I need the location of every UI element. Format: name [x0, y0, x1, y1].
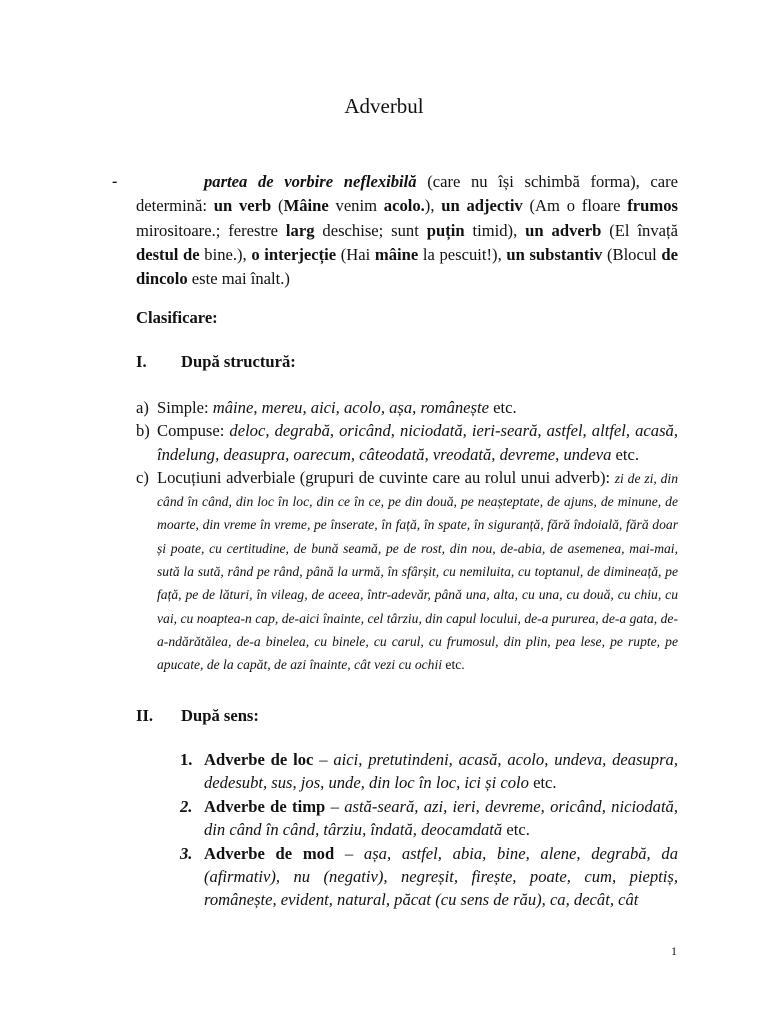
structure-list [136, 396, 678, 677]
meaning-list [180, 748, 678, 912]
list-item: 2. Adverbe de timp – astă-seară, azi, ieri, devreme, oricând, niciodată, din când în când, târziu, îndată, deocamdată etc. [180, 796, 678, 840]
locutiuni-examples: zi de zi, din când în când, din loc în loc, din ce în ce, pe din două, pe neașteptate, de ajuns, de minune, de moarte, din vreme în vreme, pe înserate, în față, în spate, în siguranță, fără îndoială, fără doar și poate, cu certitudine, de bună seamă, pe de rost, din nou, de-abia, de asemenea, mai-mai, sută la sută, rând pe rând, până la urmă, în sfârșit, cu nemiluita, cu toptanul, de dimineață, pe față, pe de lături, în vileag, de aceea, într-adevăr, până una, alta, cu una, cu două, cu chiu, cu vai, cu noaptea-n cap, de-aici înainte, cel târziu, din capul locului, de-a pururea, de-a gata, de-a-ndărătălea, de-a binelea, cu binele, cu carul, cu frumosul, din plin, pea lese, pe rupte, pe apucate, de la capăt, de azi înainte, cât vezi cu ochii [157, 470, 678, 673]
list-item: b) Compuse: deloc, degrabă, oricând, niciodată, ieri-seară, astfel, altfel, acasă, îndelung, deasupra, oarecum, câteodată, vreodată, devreme, undeva etc. [136, 421, 679, 464]
definition-bullet: - [112, 173, 118, 190]
page-title: Adverbul [344, 94, 424, 118]
list-item: c) Locuțiuni adverbiale (grupuri de cuvinte care au rolul unui adverb): zi de zi, din când în când, din loc în loc, din ce în ce, pe din două, pe neașteptate, de ajuns, de minune, de moarte, din vreme în vreme, pe înserate, în față, în spate, în siguranță, fără îndoială, fără doar și poate, cu certitudine, de bună seamă, pe de rost, din nou, de-abia, de asemenea, mai-mai, sută la sută, rând pe rând, până la urmă, în sfârșit, cu nemiluita, cu toptanul, de dimineață, pe față, pe de lături, în vileag, de aceea, într-adevăr, până una, alta, cu una, cu două, cu chiu, cu vai, cu noaptea-n cap, de-aici înainte, cel târziu, din capul locului, de-a pururea, de-a gata, de-a-ndărătălea, de-a binelea, cu binele, cu carul, cu frumosul, din plin, pea lese, pe rupte, pe apucate, de la capăt, de azi înainte, cât vezi cu ochii etc. [136, 467, 678, 673]
classification-heading: Clasificare: [136, 308, 218, 327]
definition-term: partea de vorbire neflexibilă [204, 172, 417, 191]
page-number: 1 [671, 944, 677, 958]
list-item: 1. Adverbe de loc – aici, pretutindeni, acasă, acolo, undeva, deasupra, dedesubt, sus, jos, unde, din loc în loc, ici și colo etc. [180, 750, 679, 793]
section-heading-meaning: II. După sens: [136, 706, 259, 725]
list-item: 3. Adverbe de mod – așa, astfel, abia, bine, alene, degrabă, da (afirmativ), nu (negativ), negreșit, firește, poate, cum, pieptiș, românește, evident, natural, păcat (cu sens de rău), ca, decât, cât [180, 843, 678, 910]
list-item: a) Simple: mâine, mereu, aici, acolo, așa, românește etc. [136, 398, 517, 417]
definition-paragraph: partea de vorbire neflexibilă (care nu își schimbă forma), care determină: un verb (Mâine venim acolo.), un adjectiv (Am o floare frumos mirositoare.; ferestre larg deschise; sunt puțin timid), un adverb (El învață destul de bine.), o interjecție (Hai mâine la pescuit!), un substantiv (Blocul de dincolo este mai înalt.) [136, 172, 678, 289]
section-heading-structure: I. După structură: [136, 352, 296, 371]
